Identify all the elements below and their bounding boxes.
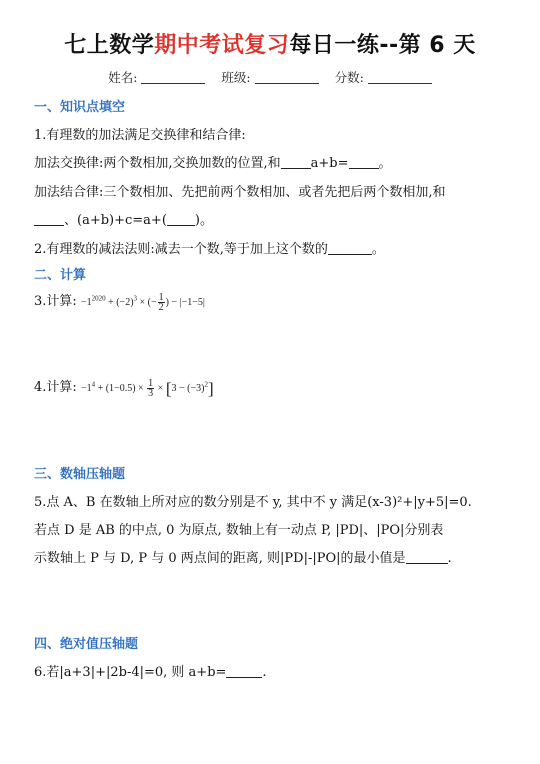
section-heading-calculate: 二、计算 xyxy=(34,268,87,283)
q5-blank[interactable] xyxy=(406,551,448,564)
q1-commutative-line: 加法交换律:两个数相加,交换加数的位置,和 a+b= 。 xyxy=(34,156,392,171)
title-part-3: 每日一练--第 6 天 xyxy=(289,33,476,58)
q1-blank-1[interactable] xyxy=(281,156,311,169)
q2-line: 2.有理数的减法法则:减去一个数,等于加上这个数的 。 xyxy=(34,242,385,257)
section-heading-fill-blank: 一、知识点填空 xyxy=(34,100,126,115)
score-blank[interactable] xyxy=(368,71,432,84)
class-blank[interactable] xyxy=(255,71,319,84)
name-blank[interactable] xyxy=(141,71,205,84)
section-heading-absolute-value: 四、绝对值压轴题 xyxy=(34,637,139,652)
q3-formula: $-1^{2020} + (-2)^3$ × (− $\frac{1}{2}$ ) − |−1−5| xyxy=(80,292,205,314)
q3-line: 3.计算: $-1^{2020} + (-2)^3$ × (− $\frac{1}{2}$ ) − |−1−5| xyxy=(34,292,205,314)
q1-associative-line-2: 、(a+b)+c=a+( )。 xyxy=(34,209,213,228)
q4-formula: $-1^4 + (1-0.5)$ × $\frac{1}{3}$ × $[3 - (-3)^2]$ xyxy=(80,378,214,400)
page-title xyxy=(0,28,540,59)
q1-blank-4[interactable] xyxy=(167,213,195,226)
section-heading-number-line: 三、数轴压轴题 xyxy=(34,467,126,482)
q6-blank[interactable] xyxy=(226,665,262,678)
q1-blank-3[interactable] xyxy=(34,213,64,226)
q5-line-3: 示数轴上 P 与 D, P 与 0 两点间的距离, 则|PD|-|PO|的最小值是 . xyxy=(34,551,452,566)
student-info-row xyxy=(0,68,540,86)
q6-line: 6.若|a+3|+|2b-4|=0, 则 a+b= . xyxy=(34,665,267,680)
score-field: 分数: xyxy=(335,68,432,86)
q1-associative-line: 加法结合律:三个数相加、先把前两个数相加、或者先把后两个数相加,和 xyxy=(34,185,446,200)
title-part-1: 七上数学 xyxy=(64,33,155,58)
q2-blank[interactable] xyxy=(328,242,372,255)
q4-line: 4.计算: $-1^4 + (1-0.5)$ × $\frac{1}{3}$ × $[3 - (-3)^2]$ xyxy=(34,378,214,400)
q1-blank-2[interactable] xyxy=(349,156,379,169)
class-field: 班级: xyxy=(221,68,318,86)
name-field: 姓名: xyxy=(108,68,205,86)
q5-line-2: 若点 D 是 AB 的中点, 0 为原点, 数轴上有一动点 P, |PD|、|PO|分别表 xyxy=(34,523,444,538)
q1-intro: 1.有理数的加法满足交换律和结合律: xyxy=(34,128,246,143)
title-highlight: 期中考试复习 xyxy=(154,33,290,58)
q5-line-1: 5.点 A、B 在数轴上所对应的数分别是不 y, 其中不 y 满足(x-3)²+|y+5|=0. xyxy=(34,495,472,510)
